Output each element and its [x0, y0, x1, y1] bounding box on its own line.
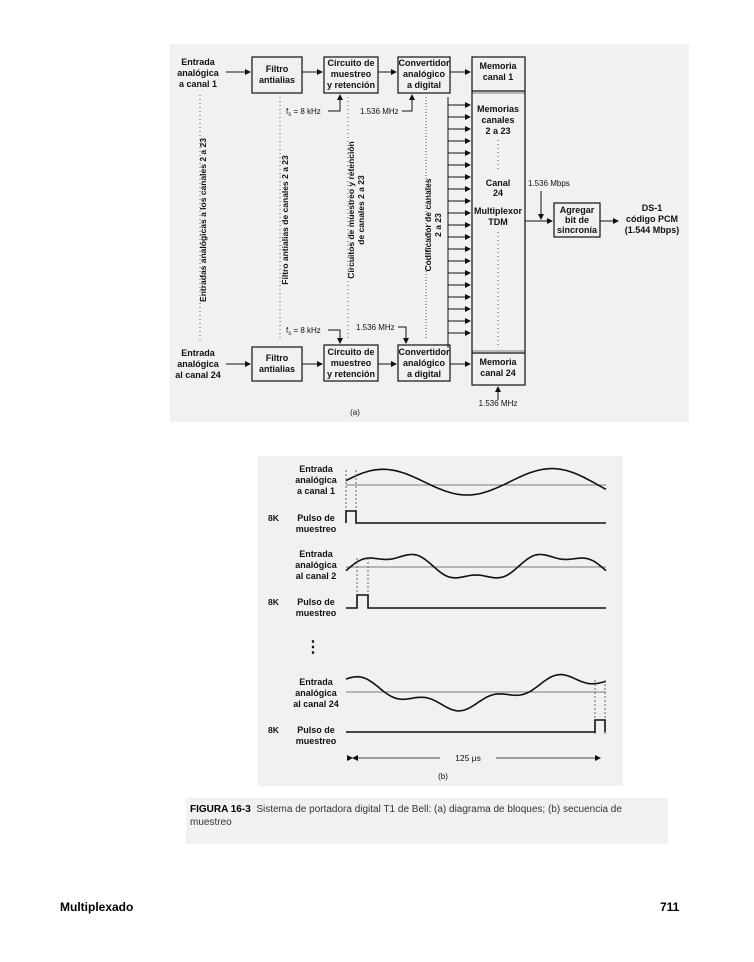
diagram-a-caption: (a) [350, 408, 360, 417]
svg-text:Convertidor: Convertidor [398, 58, 450, 68]
sample-hold-ch1-label [327, 58, 375, 90]
svg-text:Pulso de: Pulso de [297, 725, 335, 735]
svg-text:Entrada: Entrada [299, 549, 333, 559]
svg-text:antialias: antialias [258, 364, 296, 374]
vertical-adc-label [423, 178, 443, 271]
svg-text:al canal 24: al canal 24 [175, 370, 221, 380]
waveform-ch2 [346, 555, 606, 578]
svg-text:analógica: analógica [295, 688, 337, 698]
period-label: 125 μs [455, 753, 481, 763]
figure-number: FIGURA 16-3 [190, 804, 251, 815]
svg-text:Entrada: Entrada [299, 677, 333, 687]
sampling-timing-diagram [268, 464, 606, 781]
adc-ch1-label [398, 58, 450, 90]
footer-page-number: 711 [660, 900, 680, 914]
mux-label [474, 206, 522, 227]
coder-bus-arrows [448, 105, 470, 333]
svg-text:Entrada: Entrada [299, 464, 333, 474]
svg-text:y retención: y retención [326, 80, 376, 90]
input-ch1-label [177, 57, 220, 89]
rate-8k-ch2: 8K [268, 597, 279, 607]
svg-text:Entrada: Entrada [181, 348, 215, 358]
waveform-ch24 [346, 675, 606, 711]
fs-ch24-label: $f_s = 8$ kHz [286, 326, 321, 337]
svg-text:Entrada: Entrada [181, 57, 215, 67]
svg-text:Circuito de: Circuito de [327, 347, 375, 357]
rate-8k-ch24: 8K [268, 725, 279, 735]
sync-bit-label [557, 205, 598, 235]
pulse-ch2 [346, 595, 606, 608]
channel-ellipsis: ⋮ [305, 639, 321, 656]
vertical-sh-label [346, 141, 366, 278]
svg-text:analógica: analógica [295, 475, 337, 485]
timing-ch24-label [293, 677, 339, 709]
diagram-b-caption: (b) [438, 772, 448, 781]
svg-text:antialias: antialias [258, 75, 296, 85]
svg-text:Convertidor: Convertidor [398, 347, 450, 357]
svg-text:muestreo: muestreo [295, 736, 337, 746]
svg-text:Multiplexor: Multiplexor [473, 206, 523, 216]
svg-text:y retención: y retención [326, 369, 376, 379]
svg-text:Memoria: Memoria [479, 61, 517, 71]
filter-ch1-label [259, 64, 295, 85]
figure-caption [190, 803, 660, 829]
svg-text:24: 24 [492, 188, 504, 198]
svg-text:Circuitos de muestreo y retenc: Circuitos de muestreo y retención [346, 141, 356, 279]
svg-text:analógica: analógica [177, 68, 219, 78]
svg-text:Filtro: Filtro [265, 64, 289, 74]
svg-text:al canal 24: al canal 24 [293, 699, 339, 709]
svg-text:código PCM: código PCM [626, 214, 678, 224]
memory-ch24-label [479, 357, 517, 378]
ds1-output-label [625, 203, 680, 235]
vertical-inputs-label: Entradas analógicas a los canales 2 a 23 [198, 138, 208, 302]
svg-text:a digital: a digital [406, 80, 442, 90]
clock-ch24-label: 1.536 MHz [356, 323, 395, 332]
svg-text:2 a 23: 2 a 23 [485, 126, 511, 136]
memory-ch1-label [479, 61, 517, 82]
pulse-ch2-label [296, 597, 337, 618]
svg-text:2 a 23: 2 a 23 [433, 213, 443, 237]
waveform-ch1 [346, 469, 606, 495]
input-ch24-label [175, 348, 221, 380]
svg-text:Codificador de canales: Codificador de canales [423, 178, 433, 272]
svg-text:canal 24: canal 24 [480, 368, 516, 378]
svg-text:al canal 2: al canal 2 [295, 571, 337, 581]
svg-text:Memorias: Memorias [476, 104, 520, 114]
svg-text:bit de: bit de [565, 215, 589, 225]
pulse-ch24-label [296, 725, 337, 746]
figure-caption-text: Sistema de portadora digital T1 de Bell: (a) diagrama de bloques; (b) secuencia de muestreo [190, 804, 622, 828]
pulse-ch1-label [296, 513, 337, 534]
pulse-ch24 [346, 720, 605, 732]
timing-ch2-label [295, 549, 338, 581]
svg-text:muestreo: muestreo [330, 358, 372, 368]
svg-text:(1.544 Mbps): (1.544 Mbps) [624, 225, 680, 235]
svg-text:Filtro: Filtro [265, 353, 289, 363]
svg-text:analógico: analógico [402, 358, 446, 368]
footer-section-title: Multiplexado [60, 900, 134, 914]
filter-ch24-label [259, 353, 295, 374]
svg-text:Pulso de: Pulso de [297, 597, 335, 607]
memory-ch2-23-label [477, 104, 519, 136]
svg-text:DS-1: DS-1 [641, 203, 663, 213]
svg-text:analógica: analógica [295, 560, 337, 570]
adc-ch24-label [398, 347, 450, 379]
svg-text:Pulso de: Pulso de [297, 513, 335, 523]
vertical-filters-label: Filtro antialias de canales 2 a 23 [280, 155, 290, 285]
timing-ch1-label [295, 464, 338, 496]
block-diagram [175, 57, 679, 417]
svg-text:a canal 1: a canal 1 [178, 79, 218, 89]
sample-hold-ch24-label [327, 347, 375, 379]
svg-text:Memoria: Memoria [479, 357, 517, 367]
svg-text:Circuito de: Circuito de [327, 58, 375, 68]
clock-ch1-label: 1.536 MHz [360, 107, 399, 116]
channel-24-label [486, 178, 511, 198]
svg-text:a canal 1: a canal 1 [296, 486, 336, 496]
svg-text:muestreo: muestreo [295, 608, 337, 618]
clock-memory24-label: 1.536 MHz [478, 399, 518, 408]
svg-text:Canal: Canal [485, 178, 511, 188]
svg-text:canales: canales [481, 115, 515, 125]
svg-text:muestreo: muestreo [295, 524, 337, 534]
svg-text:TDM: TDM [488, 217, 508, 227]
svg-text:de canales 2 a 23: de canales 2 a 23 [356, 175, 366, 245]
svg-text:a digital: a digital [406, 369, 442, 379]
svg-text:analógico: analógico [402, 69, 446, 79]
rate-8k-ch1: 8K [268, 513, 279, 523]
fs-ch1-label: $f_s = 8$ kHz [286, 107, 321, 118]
svg-text:Agregar: Agregar [559, 205, 595, 215]
svg-text:muestreo: muestreo [330, 69, 372, 79]
svg-text:canal 1: canal 1 [482, 72, 514, 82]
svg-text:analógica: analógica [177, 359, 219, 369]
rate-1536-label: 1.536 Mbps [528, 179, 570, 188]
svg-text:sincronía: sincronía [556, 225, 598, 235]
pulse-ch1 [346, 511, 606, 523]
